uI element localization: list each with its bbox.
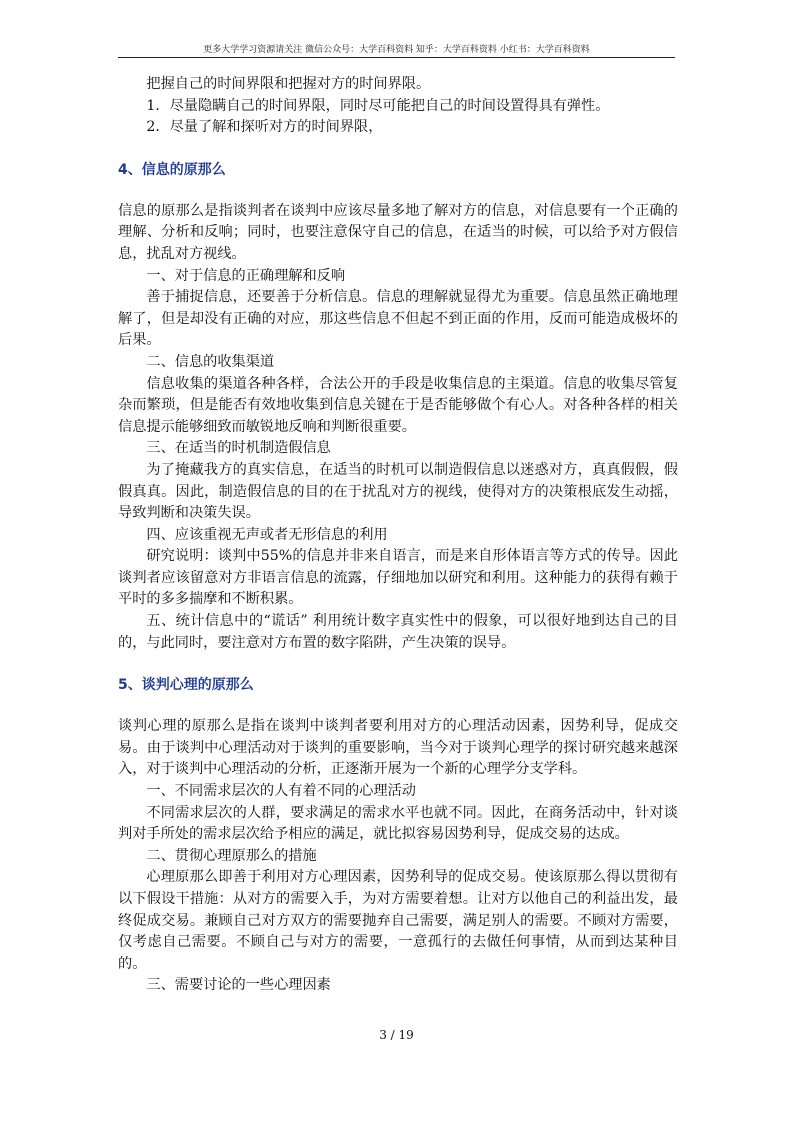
subheading: 二、信息的收集渠道 (146, 353, 275, 370)
paragraph: 五、统计信息中的“谎话” 利用统计数字真实性中的假象，可以很好地到达自己的目的，与此同时，要注意对方布置的数字陷阱，产生决策的误导。 (118, 613, 678, 651)
paragraph: 善于捕捉信息，还要善于分析信息。信息的理解就显得尤为重要。信息虽然正确地理解了，但是却没有正确的对应，那这些信息不但起不到正面的作用，反而可能造成极坏的后果。 (118, 289, 678, 349)
subheading: 一、对于信息的正确理解和反响 (146, 267, 346, 284)
intro-line: 把握自己的时间界限和把握对方的时间界限。 (146, 76, 431, 92)
page-number: 3 / 19 (379, 1028, 414, 1042)
subheading: 四、应该重视无声或者无形信息的利用 (146, 526, 388, 543)
section-heading-4: 4、信息的原那么 (118, 161, 226, 178)
intro-line: 2．尽量了解和探听对方的时间界限， (146, 119, 383, 136)
document-body (118, 74, 678, 997)
paragraph: 不同需求层次的人群，要求满足的需求水平也就不同。因此，在商务活动中，针对谈判对手所处的需求层次给予相应的满足，就比拟容易因势利导，促成交易的达成。 (118, 804, 678, 843)
subheading: 一、不同需求层次的人有着不同的心理活动 (146, 783, 416, 800)
paragraph: 研究说明：谈判中55%的信息并非来自语言，而是来自形体语言等方式的传导。因此谈判者应该留意对方非语言信息的流露，仔细地加以研究和利用。这种能力的获得有赖于平时的多多揣摩和不断积累。 (118, 548, 678, 608)
paragraph: 信息的原那么是指谈判者在谈判中应该尽量多地了解对方的信息，对信息要有一个正确的理解、分析和反响；同时，也要注意保守自己的信息，在适当的时候，可以给予对方假信息，扰乱对方视线。 (118, 202, 678, 262)
subheading: 二、贯彻心理原那么的措施 (146, 847, 317, 864)
subheading: 三、在适当的时机制造假信息 (146, 440, 331, 457)
paragraph: 为了掩藏我方的真实信息，在适当的时机可以制造假信息以迷惑对方，真真假假，假假真真。因此，制造假信息的目的在于扰乱对方的视线，使得对方的决策根底发生动摇，导致判断和决策失误。 (118, 461, 678, 522)
paragraph: 信息收集的渠道各种各样，合法公开的手段是收集信息的主渠道。信息的收集尽管复杂而繁琐，但是能否有效地收集到信息关键在于是否能够做个有心人。对各种各样的相关信息提示能够细致而敏锐地反响和判断很重要。 (118, 375, 678, 435)
section-heading-5: 5、谈判心理的原那么 (118, 677, 254, 694)
header-rule (118, 57, 675, 58)
page-header-text: 更多大学学习资源请关注 微信公众号：大学百科资料 知乎：大学百科资料 小红书：大学百科资料 (203, 45, 590, 55)
subheading: 三、需要讨论的一些心理因素 (146, 977, 331, 994)
paragraph: 谈判心理的原那么是指在谈判中谈判者要利用对方的心理活动因素，因势利导，促成交易。由于谈判中心理活动对于谈判的重要影响，当今对于谈判心理学的探讨研究越来越深入，对于谈判中心理活动的分析，正逐渐开展为一个新的心理学分支学科。 (118, 718, 678, 778)
intro-line: 1．尽量隐瞒自己的时间界限，同时尽可能把自己的时间设置得具有弹性。 (146, 97, 610, 114)
paragraph: 心理原那么即善于利用对方心理因素，因势利导的促成交易。使该原那么得以贯彻有以下假设干措施：从对方的需要入手，为对方需要着想。让对方以他自己的利益出发，最终促成交易。兼顾自己对方双方的需要抛弃自己需要，满足别人的需要。不顾对方需要，仅考虑自己需要。不顾自己与对方的需要，一意孤行的去做任何事情，从而到达某种目的。 (118, 869, 678, 972)
